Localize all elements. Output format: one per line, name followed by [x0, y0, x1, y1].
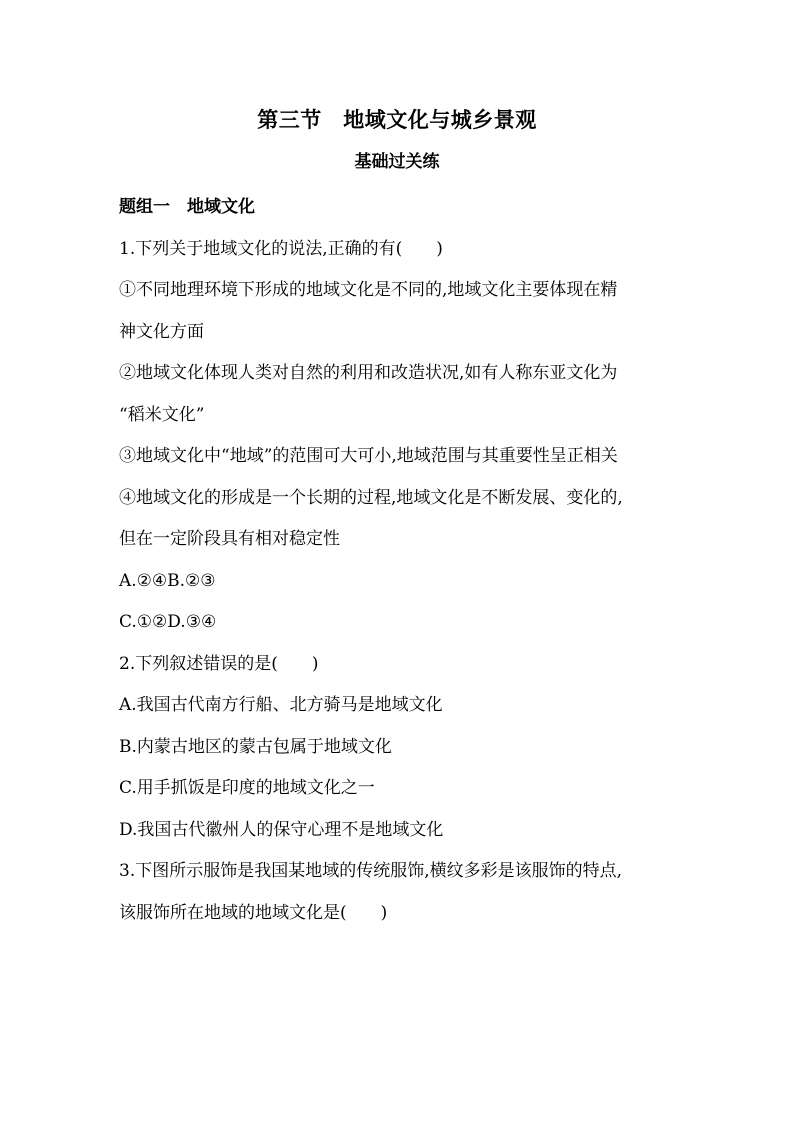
document-body [119, 187, 679, 934]
group-title: 题组一 地域文化 [119, 197, 255, 217]
question-2-option-c: C.用手抓饭是印度的地域文化之一 [119, 778, 375, 798]
question-1-item-2-line-1: ②地域文化体现人类对自然的利用和改造状况,如有人称东亚文化为 [119, 363, 618, 383]
section-subtitle: 基础过关练 [354, 152, 440, 172]
question-1-item-3: ③地域文化中“地域”的范围可大可小,地域范围与其重要性呈正相关 [119, 446, 618, 466]
question-2-option-b: B.内蒙古地区的蒙古包属于地域文化 [119, 736, 392, 757]
question-1-item-1-line-2: 神文化方面 [119, 321, 204, 342]
question-1-options-ab: A.②④B.②③ [119, 570, 216, 591]
question-2-option-a: A.我国古代南方行船、北方骑马是地域文化 [119, 695, 443, 715]
question-3-stem-line-1: 3.下图所示服饰是我国某地域的传统服饰,横纹多彩是该服饰的特点, [119, 861, 623, 881]
question-1-item-4-line-2: 但在一定阶段具有相对稳定性 [119, 529, 340, 549]
question-1-item-2-line-2: “稻米文化” [119, 404, 205, 425]
question-1-options-cd: C.①②D.③④ [119, 612, 217, 632]
question-2-stem: 2.下列叙述错误的是( ) [119, 653, 319, 674]
question-1-stem: 1.下列关于地域文化的说法,正确的有( ) [119, 238, 443, 259]
page-title: 第三节 地域文化与城乡景观 [257, 107, 537, 132]
question-2-option-d: D.我国古代徽州人的保守心理不是地域文化 [119, 819, 444, 840]
question-3-stem-line-2: 该服饰所在地域的地域文化是( ) [119, 902, 388, 923]
question-1-item-1-line-1: ①不同地理环境下形成的地域文化是不同的,地域文化主要体现在精 [119, 280, 618, 300]
question-1-item-4-line-1: ④地域文化的形成是一个长期的过程,地域文化是不断发展、变化的, [119, 487, 623, 508]
